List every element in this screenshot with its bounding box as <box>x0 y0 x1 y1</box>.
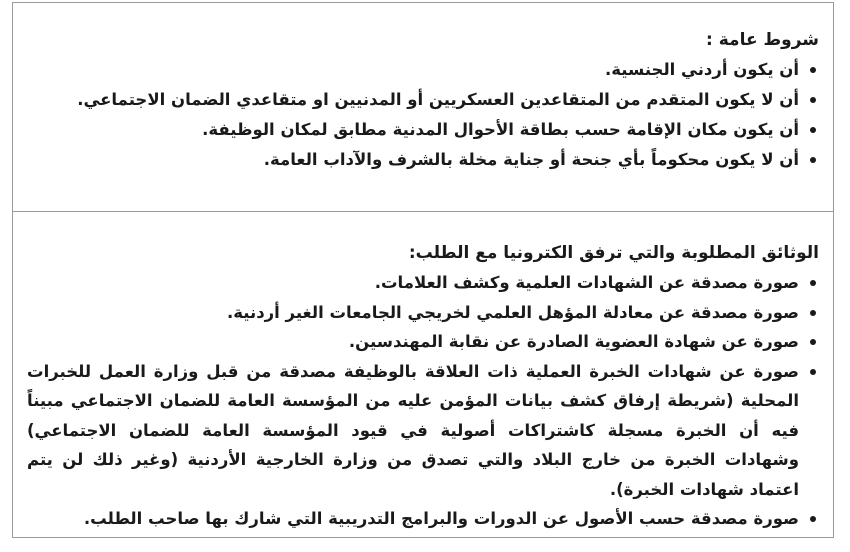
bullet-icon <box>810 310 816 316</box>
required-documents-heading: الوثائق المطلوبة والتي ترفق الكترونيا مع الطلب: <box>408 243 819 263</box>
document-item <box>27 268 819 298</box>
condition-item <box>27 55 819 85</box>
general-conditions-heading: شروط عامة : <box>706 30 819 50</box>
condition-text: أن لا يكون المتقدم من المتقاعدين العسكريين أو المدنيين او متقاعدي الضمان الاجتماعي. <box>77 90 799 109</box>
document-item <box>27 357 819 505</box>
bullet-icon <box>810 339 816 345</box>
general-conditions-section <box>13 3 833 211</box>
document-text: صورة عن شهادة العضوية الصادرة عن نقابة المهندسين. <box>348 332 799 351</box>
document-text: صورة مصدقة عن الشهادات العلمية وكشف العلامات. <box>374 273 799 292</box>
required-documents-list <box>27 268 819 534</box>
document-box <box>12 2 834 538</box>
bullet-icon <box>810 97 816 103</box>
required-documents-section <box>13 212 833 538</box>
document-item <box>27 504 819 534</box>
document-text: صورة مصدقة عن معادلة المؤهل العلمي لخريجي الجامعات الغير أردنية. <box>226 302 799 322</box>
condition-item <box>27 85 819 115</box>
bullet-icon <box>810 516 816 522</box>
condition-item <box>27 145 819 175</box>
condition-item <box>27 115 819 145</box>
condition-text: أن يكون أردني الجنسية. <box>605 60 799 79</box>
bullet-icon <box>810 157 816 163</box>
document-item <box>27 298 819 328</box>
document-item <box>27 327 819 357</box>
bullet-icon <box>810 67 816 73</box>
condition-text: أن لا يكون محكوماً بأي جنحة أو جناية مخلة بالشرف والآداب العامة. <box>263 150 799 169</box>
document-text: صورة مصدقة حسب الأصول عن الدورات والبرامج التدريبية التي شارك بها صاحب الطلب. <box>83 509 799 528</box>
condition-text: أن يكون مكان الإقامة حسب بطاقة الأحوال المدنية مطابق لمكان الوظيفة. <box>202 120 799 139</box>
bullet-icon <box>810 280 816 286</box>
document-text: صورة عن شهادات الخبرة العملية ذات العلاقة بالوظيفة مصدقة من قبل وزارة العمل للخبرات المحلية (شريطة إرفاق كشف بيانات المؤمن عليه من المؤسسة العامة للضمان الاجتماعي مبيناً فيه أن الخبرة مسجلة كاشتراكات أصولية في قيود المؤسسة العامة للضمان الاجتماعي) وشهادات الخبرة من خارج البلاد والتي تصدق من وزارة الخارجية الأردنية (وغير ذلك لن يتم اعتماد شهادات الخبرة). <box>27 361 799 499</box>
bullet-icon <box>810 127 816 133</box>
general-conditions-list <box>27 55 819 175</box>
bullet-icon <box>810 369 816 375</box>
